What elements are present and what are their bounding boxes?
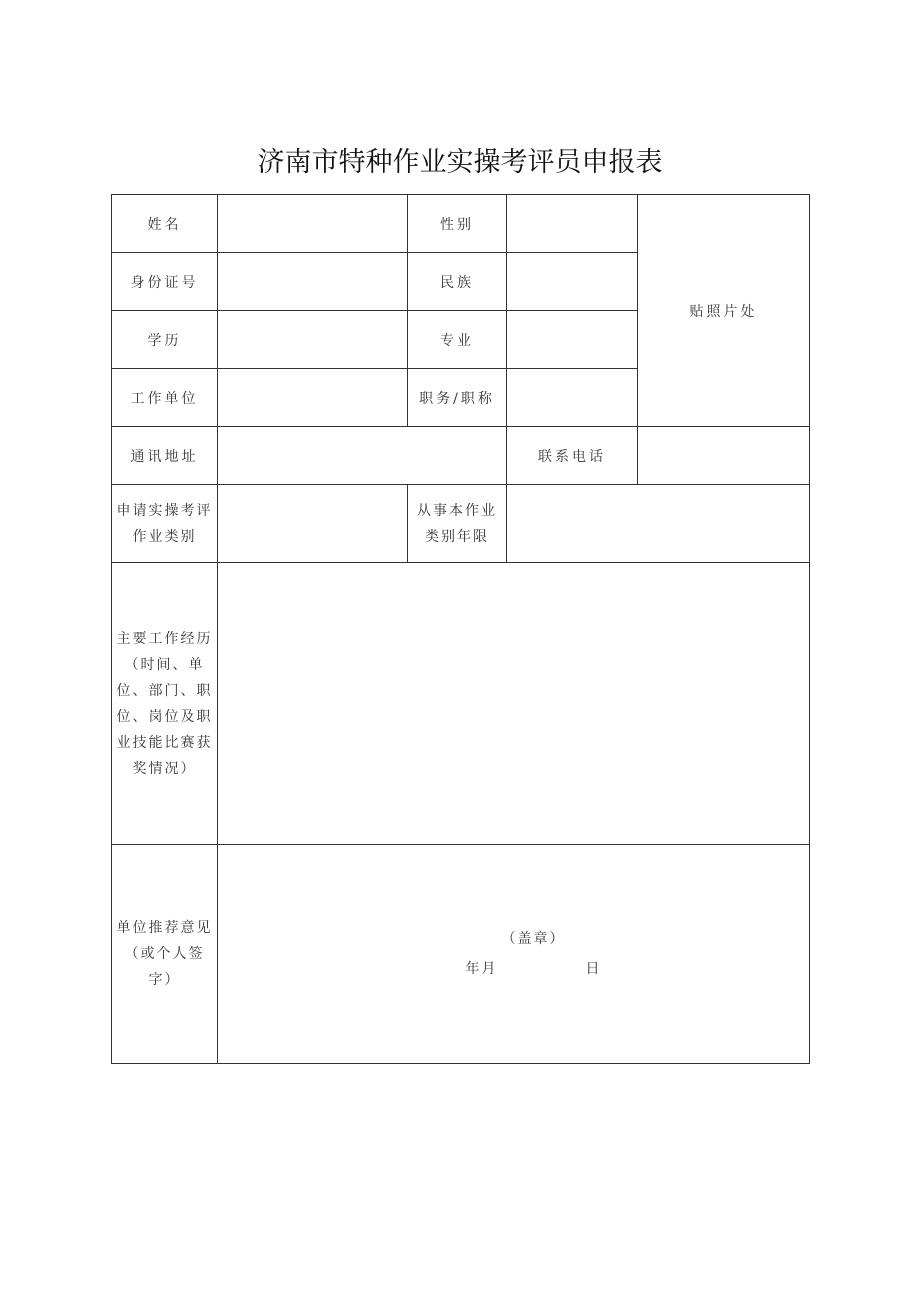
major-field[interactable]	[507, 311, 638, 369]
seal-block	[258, 924, 809, 984]
name-field[interactable]	[218, 195, 408, 253]
label-position-title: 职务/职称	[408, 369, 507, 427]
phone-field[interactable]	[638, 427, 810, 485]
label-ethnicity: 民族	[408, 253, 507, 311]
label-work-experience-line: （时间、单	[124, 656, 205, 673]
label-work-experience-line: 奖情况）	[132, 760, 197, 777]
photo-area[interactable]	[638, 195, 810, 427]
date-year-month: 年月	[465, 961, 498, 977]
label-work-unit: 工作单位	[112, 369, 218, 427]
label-recommendation	[112, 845, 218, 1064]
form-title: 济南市特种作业实操考评员申报表	[257, 147, 663, 178]
ethnicity-field[interactable]	[507, 253, 638, 311]
recommendation-field[interactable]	[218, 845, 810, 1064]
education-field[interactable]	[218, 311, 408, 369]
label-name: 姓名	[112, 195, 218, 253]
seal-stamp-label: （盖章）	[501, 931, 566, 947]
label-years-engaged	[408, 485, 507, 563]
label-recommendation-line: （或个人签	[124, 946, 205, 962]
label-work-experience-line: 业技能比赛获	[116, 734, 213, 751]
date-day: 日	[585, 961, 602, 977]
seal-date-line	[258, 954, 809, 984]
label-years-engaged-line-2: 类别年限	[425, 528, 489, 545]
address-field[interactable]	[218, 427, 507, 485]
label-gender: 性别	[408, 195, 507, 253]
label-apply-category	[112, 485, 218, 563]
label-address: 通讯地址	[112, 427, 218, 485]
label-work-experience-line: 位、岗位及职	[116, 708, 213, 725]
photo-label: 贴照片处	[689, 303, 758, 320]
label-apply-category-line-1: 申请实操考评	[116, 502, 213, 519]
gender-field[interactable]	[507, 195, 638, 253]
label-work-experience	[112, 563, 218, 845]
application-form-table	[111, 194, 810, 1064]
label-major: 专业	[408, 311, 507, 369]
label-education: 学历	[112, 311, 218, 369]
years-engaged-field[interactable]	[507, 485, 810, 563]
work-unit-field[interactable]	[218, 369, 408, 427]
position-title-field[interactable]	[507, 369, 638, 427]
label-apply-category-line-2: 作业类别	[132, 528, 197, 545]
label-recommendation-line: 单位推荐意见	[116, 920, 213, 936]
work-experience-field[interactable]	[218, 563, 810, 845]
label-work-experience-line: 主要工作经历	[116, 630, 213, 647]
id-number-field[interactable]	[218, 253, 408, 311]
label-phone: 联系电话	[507, 427, 638, 485]
label-id-number: 身份证号	[112, 253, 218, 311]
apply-category-field[interactable]	[218, 485, 408, 563]
label-years-engaged-line-1: 从事本作业	[417, 502, 497, 519]
label-recommendation-line: 字）	[148, 972, 181, 988]
label-work-experience-line: 位、部门、职	[116, 682, 213, 699]
